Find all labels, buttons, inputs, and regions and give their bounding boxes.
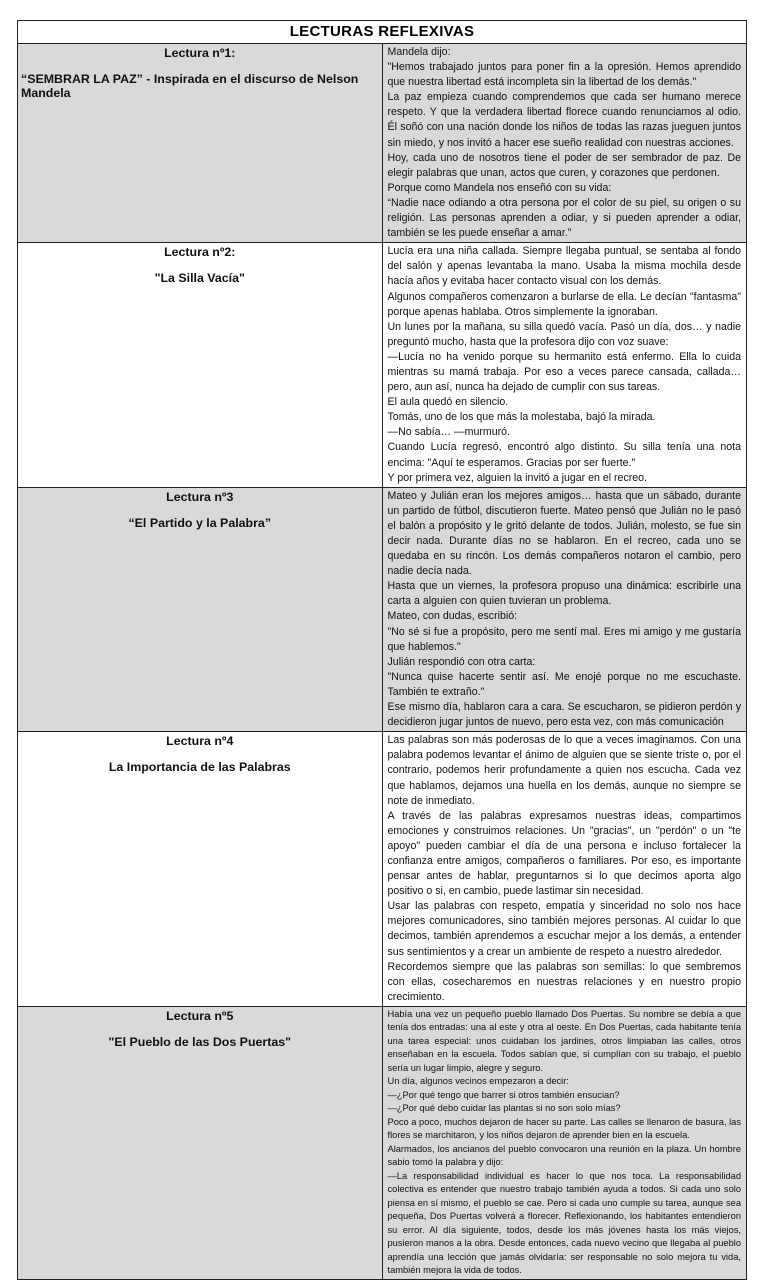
reading-1-label xyxy=(18,44,383,243)
reading-3-text xyxy=(382,487,747,732)
paragraph: Cuando Lucía regresó, encontró algo distinto. Su silla tenía una nota encima: "Aquí te esperamos. Gracias por ser fuerte." xyxy=(387,441,741,469)
reading-row-4 xyxy=(18,732,747,1007)
paragraph: Había una vez un pequeño pueblo llamado Dos Puertas. Su nombre se debía a que tenía dos entradas: una al este y otra al oeste. En Dos Puertas, cada habitante tenía una tarea especial: unos cuidaban los jardines, otros limpiaban las calles, otros enseñaban en la escuela. Todos sabían que, si cumplían con su trabajo, el pueblo sería un lugar limpio, alegre y seguro. xyxy=(387,1008,741,1073)
paragraph: Hasta que un viernes, la profesora propuso una dinámica: escribirle una carta a alguien con quien tuvieran un problema. xyxy=(387,580,741,608)
document-title: LECTURAS REFLEXIVAS xyxy=(18,21,747,44)
reading-4-label xyxy=(18,732,383,1007)
reading-row-3 xyxy=(18,487,747,732)
paragraph: "No sé si fue a propósito, pero me sentí mal. Eres mi amigo y me gustaría que hablemos." xyxy=(387,625,741,653)
paragraph: Mandela dijo: xyxy=(387,46,451,58)
reading-5-number: Lectura nº5 xyxy=(166,1008,234,1023)
reading-5-title: "El Pueblo de las Dos Puertas" xyxy=(108,1034,292,1049)
paragraph: “Nadie nace odiando a otra persona por el color de su piel, su origen o su religión. Las personas aprenden a odiar, y si pueden aprender a odiar, también se les puede enseñar a amar.” xyxy=(387,196,741,240)
paragraph: El aula quedó en silencio. xyxy=(387,396,509,409)
reading-row-1 xyxy=(18,44,747,243)
paragraph: Y por primera vez, alguien la invitó a jugar en el recreo. xyxy=(387,471,647,484)
paragraph: —¿Por qué debo cuidar las plantas si no son solo mías? xyxy=(387,1103,621,1114)
reading-5-text xyxy=(382,1006,747,1279)
title-row xyxy=(18,21,747,44)
reading-3-title: “El Partido y la Palabra” xyxy=(128,515,272,530)
paragraph: —No sabía… —murmuró. xyxy=(387,426,510,439)
document-page xyxy=(17,20,747,1276)
paragraph: "Hemos trabajado juntos para poner fin a la opresión. Hemos aprendido que nuestra libertad está incompleta sin la libertad de los demás." xyxy=(387,61,741,89)
paragraph: Mateo, con dudas, escribió: xyxy=(387,610,518,623)
paragraph: A través de las palabras expresamos nuestras ideas, compartimos emociones y construimos relaciones. Un "gracias", un "perdón" o un "te apoyo" pueden cambiar el día de una persona e incluso fortalecer la confianza entre amigos, compañeros o familiares. Por eso, es importante pensar antes de hablar, preguntarnos si lo que decimos aporta algo positivo o si, en cambio, puede lastimar sin necesidad. xyxy=(387,809,741,898)
paragraph: Un día, algunos vecinos empezaron a decir: xyxy=(387,1076,569,1087)
paragraph: Ese mismo día, hablaron cara a cara. Se escucharon, se pidieron perdón y decidieron jugar juntos de nuevo, pero esta vez, con más comunicación xyxy=(387,701,741,729)
paragraph: La paz empieza cuando comprendemos que cada ser humano merece respeto. Y que la verdadera libertad florece cuando renunciamos al odio. Él soñó con una nación donde los niños de todas las razas jueguen juntos sin miedo, y nos invitó a hacer ese sueño realidad con nuestras acciones. xyxy=(387,91,741,149)
readings-table xyxy=(17,20,747,1280)
paragraph: Algunos compañeros comenzaron a burlarse de ella. Le decían "fantasma" porque apenas hablaba. Otros simplemente la ignoraban. xyxy=(387,290,741,318)
paragraph: Mateo y Julián eran los mejores amigos… hasta que un sábado, durante un partido de fútbol, discutieron fuerte. Mateo pensó que Julián no le pasó el balón a propósito y le gritó delante de todos. Julián, molesto, se fue sin decir nada. Durante días no se hablaron. En el recreo, cada uno se quedaba en su rincón. Los demás compañeros notaron el cambio, pero nadie decía nada. xyxy=(387,489,741,578)
reading-5-label xyxy=(18,1006,383,1279)
paragraph: Julián respondió con otra carta: xyxy=(387,655,536,668)
reading-1-title: “SEMBRAR LA PAZ” - Inspirada en el discurso de Nelson Mandela xyxy=(21,72,359,100)
reading-row-2 xyxy=(18,243,747,488)
reading-3-label xyxy=(18,487,383,732)
paragraph: Usar las palabras con respeto, empatía y sinceridad no solo nos hace mejores comunicadores, sino también mejores personas. Al cuidar lo que decimos, también aprendemos a escuchar mejor a los demás, a entender sus sentimientos y a crear un ambiente de respeto a nuestro alrededor. xyxy=(387,900,741,958)
paragraph: Alarmados, los ancianos del pueblo convocaron una reunión en la plaza. Un hombre sabio tomó la palabra y dijo: xyxy=(387,1143,741,1168)
reading-4-number: Lectura nº4 xyxy=(166,734,234,749)
reading-4-text xyxy=(382,732,747,1007)
reading-1-text xyxy=(382,44,747,243)
paragraph: Poco a poco, muchos dejaron de hacer su parte. Las calles se llenaron de basura, las flores se marchitaron, y los niños dejaron de aprender bien en la escuela. xyxy=(387,1116,741,1141)
paragraph: Hoy, cada uno de nosotros tiene el poder de ser sembrador de paz. De elegir palabras que unan, actos que curen, y corazones que perdonen. xyxy=(387,151,741,179)
reading-2-label xyxy=(18,243,383,488)
paragraph: Recordemos siempre que las palabras son semillas: lo que sembremos con ellas, cosecharemos en nuestras relaciones y en nuestro propio crecimiento. xyxy=(387,960,741,1003)
paragraph: —La responsabilidad individual es hacer lo que nos toca. La responsabilidad colectiva es entender que nuestro trabajo también ayuda a todos. Si cada uno solo piensa en sí mismo, el pueblo se cae. Pero si cada uno cumple su tarea, aunque sea pequeña, Dos Puertas volverá a florecer. Reflexionando, los habitantes entendieron su error. Al día siguiente, todos, desde los más jóvenes hasta los más viejos, pusieron manos a la obra. Desde entonces, cada nuevo vecino que llegaba al pueblo aprendía una lección que jamás olvidaría: ser responsable no solo mejora tu vida, también mejora la vida de todos. xyxy=(387,1170,741,1276)
paragraph: Tomás, uno de los que más la molestaba, bajó la mirada. xyxy=(387,411,656,424)
paragraph: "Nunca quise hacerte sentir así. Me enojé porque no me escuchaste. También te extraño." xyxy=(387,670,741,698)
reading-1-number: Lectura nº1: xyxy=(164,46,236,60)
paragraph: Un lunes por la mañana, su silla quedó vacía. Pasó un día, dos… y nadie preguntó mucho, hasta que la profesora dijo con voz suave: xyxy=(387,320,741,348)
reading-2-number: Lectura nº2: xyxy=(164,245,236,260)
paragraph: Las palabras son más poderosas de lo que a veces imaginamos. Con una palabra podemos levantar el ánimo de alguien que se siente triste o, por el contrario, podemos herir profundamente a quien nos escucha. Cada vez que hablamos, dejamos una huella en los demás, aunque no siempre se note de inmediato. xyxy=(387,734,741,807)
paragraph: —¿Por qué tengo que barrer si otros también ensucian? xyxy=(387,1089,620,1100)
reading-2-text xyxy=(382,243,747,488)
reading-3-number: Lectura nº3 xyxy=(166,489,234,504)
paragraph: Porque como Mandela nos enseñó con su vida: xyxy=(387,181,612,194)
reading-4-title: La Importancia de las Palabras xyxy=(108,760,291,775)
reading-2-title: "La Silla Vacía" xyxy=(154,271,245,286)
paragraph: —Lucía no ha venido porque su hermanito está enfermo. Ella lo cuida mientras su mamá trabaja. Por eso a veces parece cansada, callada… pero, aun así, nunca ha dejado de cumplir con sus tareas. xyxy=(387,350,741,394)
paragraph: Lucía era una niña callada. Siempre llegaba puntual, se sentaba al fondo del salón y apenas levantaba la mano. Usaba la misma mochila desde hacía años y evitaba hacer contacto visual con los demás. xyxy=(387,245,741,288)
reading-row-5 xyxy=(18,1006,747,1279)
